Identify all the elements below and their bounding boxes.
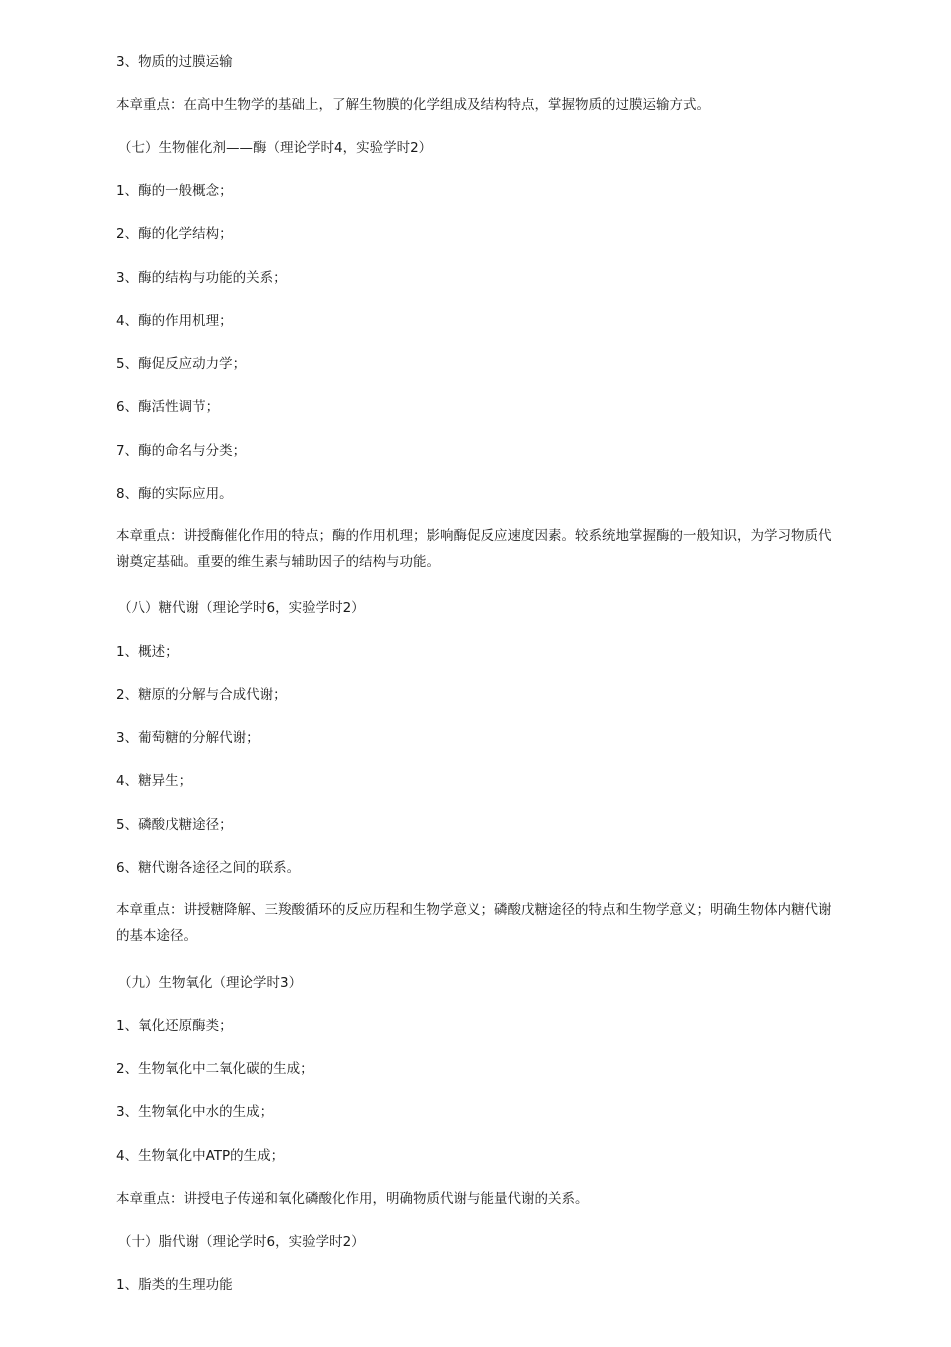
list-item: 3、物质的过膜运输	[116, 54, 233, 70]
list-item: 3、酶的结构与功能的关系；	[116, 270, 287, 286]
list-item: 2、糖原的分解与合成代谢；	[116, 687, 287, 703]
list-item: 3、葡萄糖的分解代谢；	[116, 730, 260, 746]
list-item: 1、脂类的生理功能	[116, 1277, 233, 1293]
chapter-key-points: 本章重点：讲授酶催化作用的特点；酶的作用机理；影响酶促反应速度因素。较系统地掌握酶的一般知识，为学习物质代谢奠定基础。重要的维生素与辅助因子的结构与功能。	[116, 528, 832, 570]
list-item: 6、酶活性调节；	[116, 399, 220, 415]
chapter-key-points: 本章重点：讲授糖降解、三羧酸循环的反应历程和生物学意义；磷酸戊糖途径的特点和生物学意义；明确生物体内糖代谢的基本途径。	[116, 902, 832, 944]
list-item: 1、氧化还原酶类；	[116, 1018, 233, 1034]
list-item: 4、生物氧化中ATP的生成；	[116, 1148, 285, 1164]
list-item: 5、磷酸戊糖途径；	[116, 817, 233, 833]
list-item: 1、酶的一般概念；	[116, 183, 233, 199]
list-item: 2、酶的化学结构；	[116, 226, 233, 242]
chapter-key-points: 本章重点：在高中生物学的基础上，了解生物膜的化学组成及结构特点，掌握物质的过膜运输方式。	[116, 97, 710, 113]
list-item: 7、酶的命名与分类；	[116, 443, 247, 459]
list-item: 3、生物氧化中水的生成；	[116, 1104, 274, 1120]
list-item: 2、生物氧化中二氧化碳的生成；	[116, 1061, 314, 1077]
chapter-key-points: 本章重点：讲授电子传递和氧化磷酸化作用，明确物质代谢与能量代谢的关系。	[116, 1191, 589, 1207]
list-item: 1、概述；	[116, 644, 179, 660]
section-heading: （十）脂代谢（理论学时6，实验学时2）	[118, 1234, 365, 1250]
list-item: 4、糖异生；	[116, 773, 193, 789]
section-heading: （八）糖代谢（理论学时6，实验学时2）	[118, 600, 365, 616]
list-item: 6、糖代谢各途径之间的联系。	[116, 860, 301, 876]
list-item: 8、酶的实际应用。	[116, 486, 233, 502]
section-heading: （七）生物催化剂——酶（理论学时4，实验学时2）	[118, 140, 433, 156]
section-heading: （九）生物氧化（理论学时3）	[118, 975, 303, 991]
list-item: 4、酶的作用机理；	[116, 313, 233, 329]
list-item: 5、酶促反应动力学；	[116, 356, 247, 372]
